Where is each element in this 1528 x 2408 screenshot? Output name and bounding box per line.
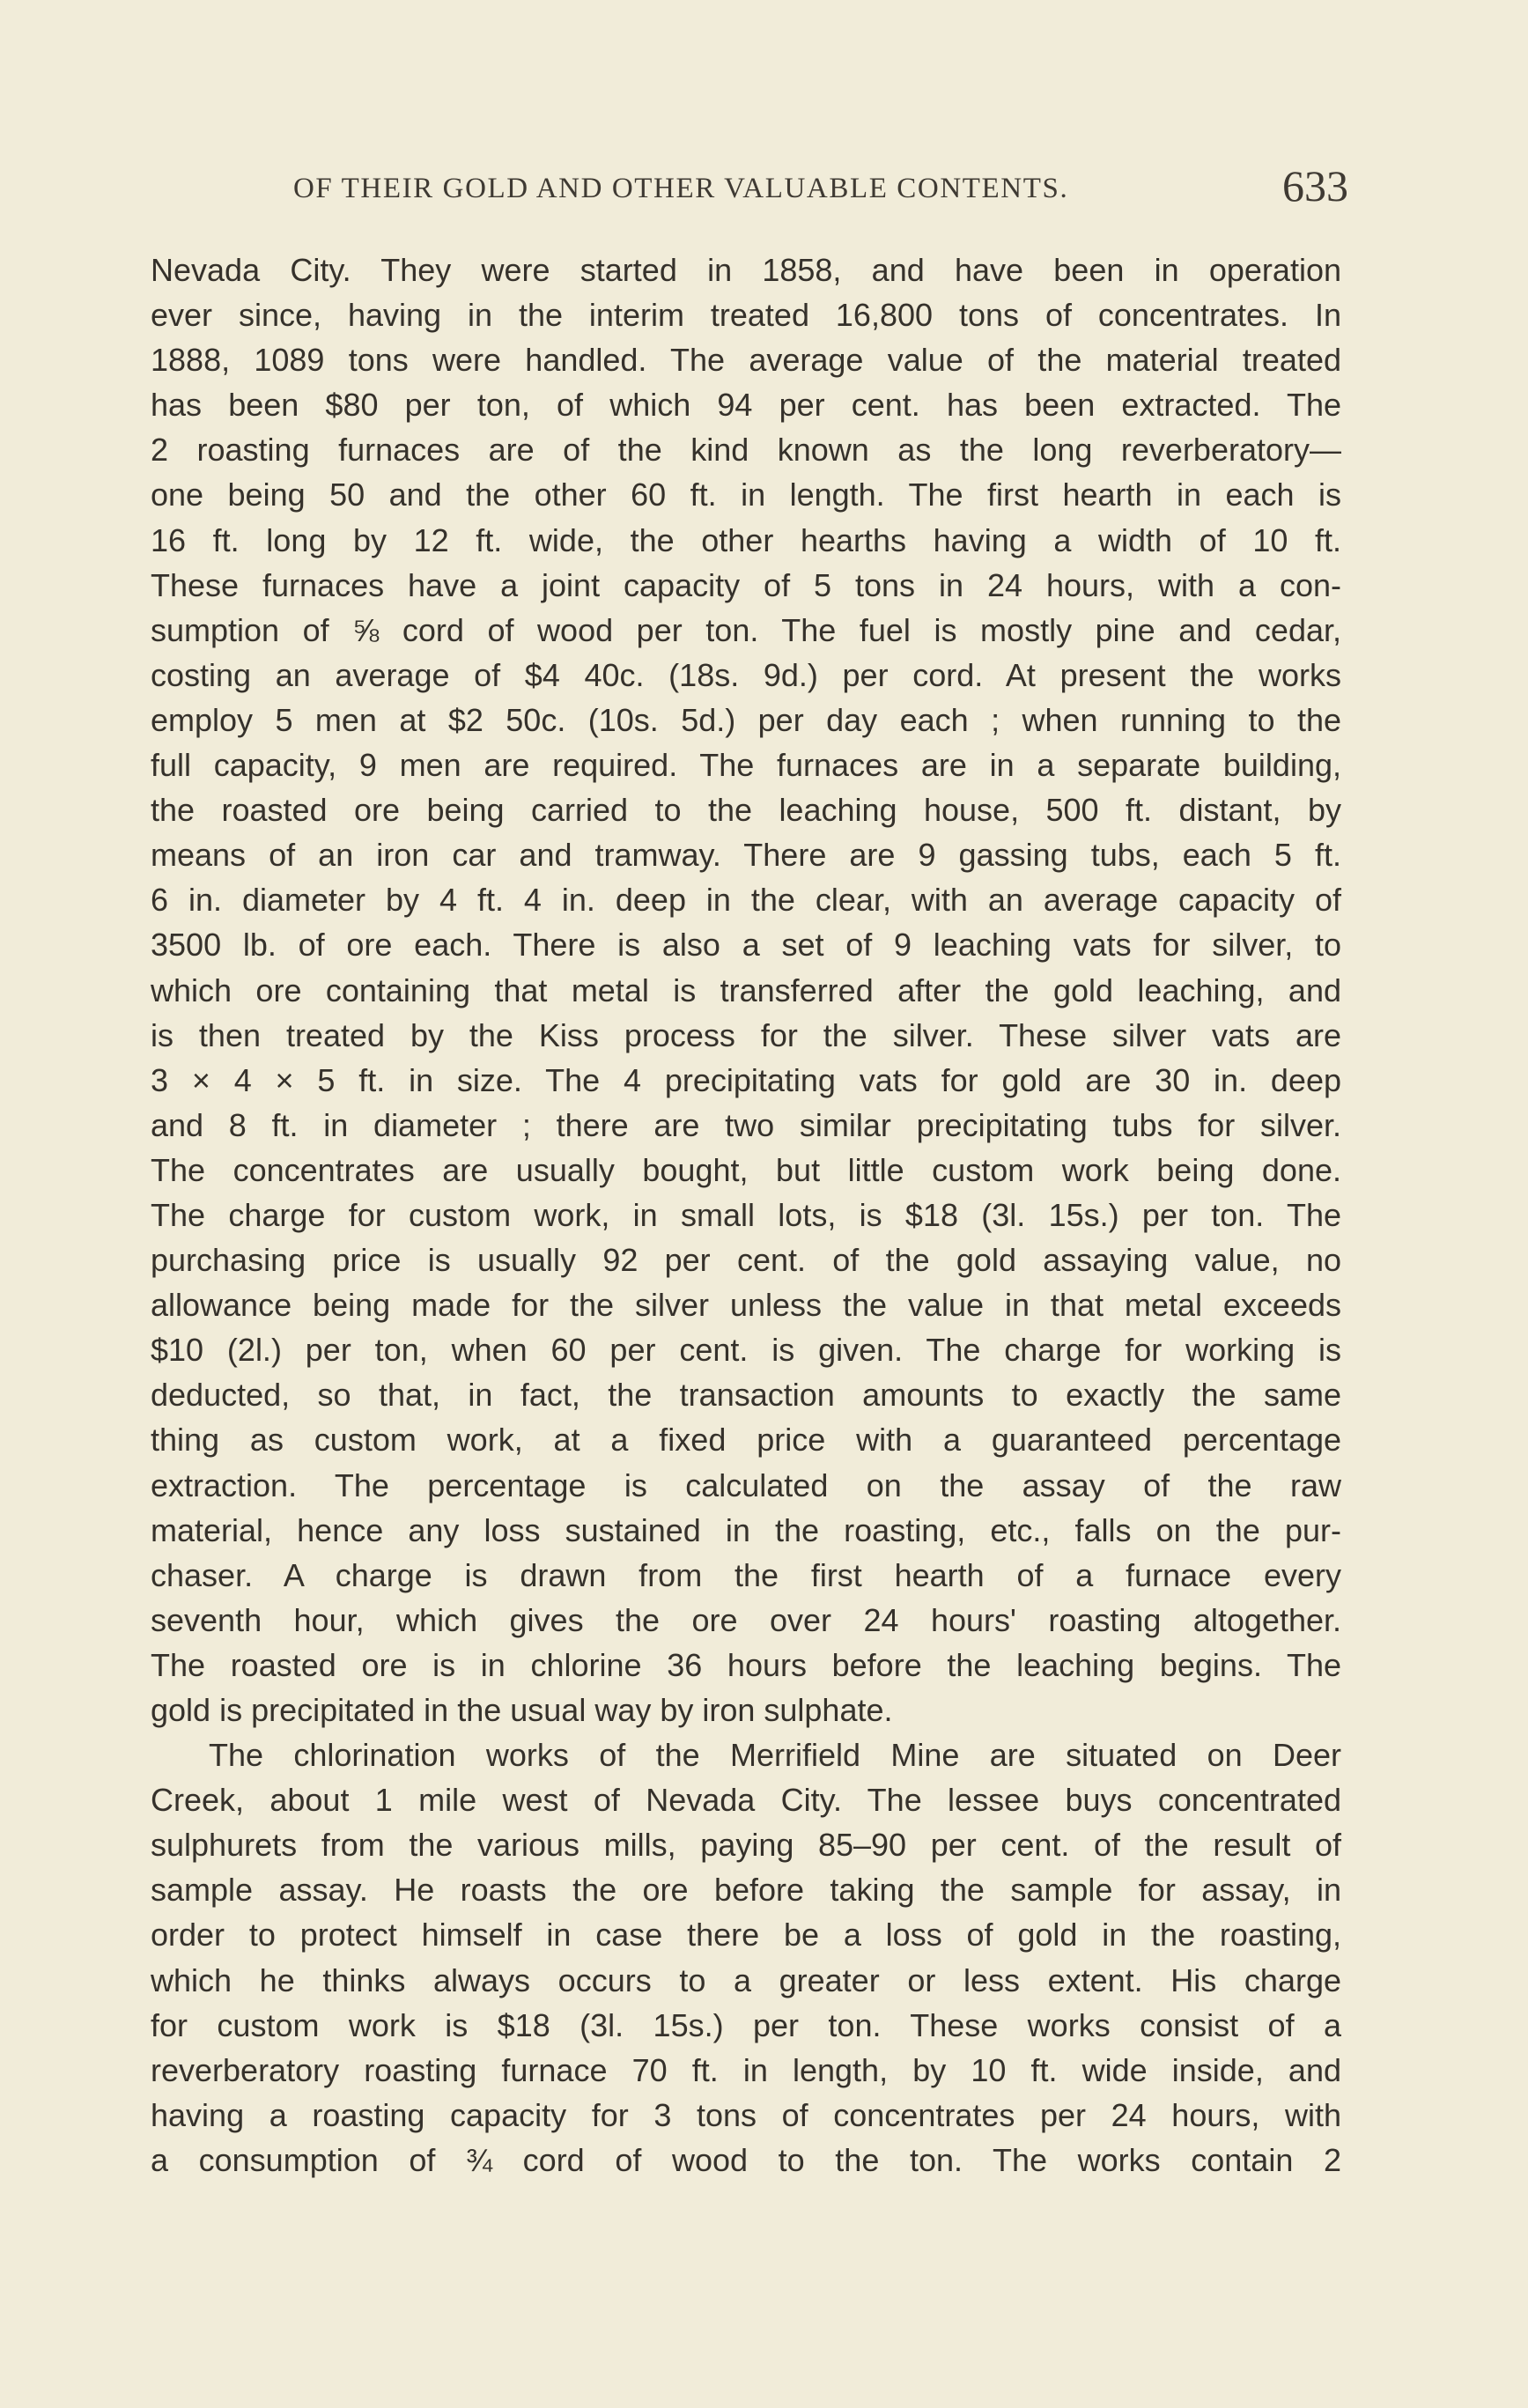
text-line: These furnaces have a joint capacity of 5 tons in 24 hours, with a con- [151, 566, 1341, 603]
text-line: Creek, about 1 mile west of Nevada City. The lessee buys concentrated [151, 1782, 1341, 1819]
text-line: allowance being made for the silver unless the value in that metal exceeds [151, 1287, 1341, 1324]
text-line: costing an average of $4 40c. (18s. 9d.) per cord. At present the works [151, 656, 1341, 693]
text-line: reverberatory roasting furnace 70 ft. in length, by 10 ft. wide inside, and [151, 2051, 1341, 2088]
text-line: Nevada City. They were started in 1858, and have been in operation [151, 252, 1341, 288]
body-text [151, 247, 1341, 2183]
text-line: The concentrates are usually bought, but little custom work being done. [151, 1151, 1341, 1188]
text-line: means of an iron car and tramway. There are 9 gassing tubs, each 5 ft. [151, 837, 1341, 874]
text-line: having a roasting capacity for 3 tons of concentrates per 24 hours, with [151, 2096, 1341, 2133]
text-line: 2 roasting furnaces are of the kind known as the long reverberatory— [151, 432, 1341, 469]
text-line: one being 50 and the other 60 ft. in length. The first hearth in each is [151, 476, 1341, 513]
text-line: has been $80 per ton, of which 94 per cent. has been extracted. The [151, 387, 1341, 424]
page-header [151, 155, 1348, 234]
text-line: for custom work is $18 (3l. 15s.) per ton. These works consist of a [151, 2006, 1341, 2043]
text-line: 3500 lb. of ore each. There is also a set of 9 leaching vats for silver, to [151, 927, 1341, 964]
text-line: 3 × 4 × 5 ft. in size. The 4 precipitating vats for gold are 30 in. deep [151, 1061, 1341, 1098]
text-line: chaser. A charge is drawn from the first hearth of a furnace every [151, 1556, 1341, 1593]
text-line: purchasing price is usually 92 per cent. of the gold assaying value, no [151, 1242, 1341, 1279]
text-line: extraction. The percentage is calculated on the assay of the raw [151, 1466, 1341, 1503]
text-line: which he thinks always occurs to a greater or less extent. His charge [151, 1961, 1341, 1998]
text-line: $10 (2l.) per ton, when 60 per cent. is given. The charge for working is [151, 1332, 1341, 1369]
text-line: 16 ft. long by 12 ft. wide, the other hearths having a width of 10 ft. [151, 521, 1341, 558]
running-head: OF THEIR GOLD AND OTHER VALUABLE CONTENTS. [293, 173, 1069, 204]
text-line: a consumption of ¾ cord of wood to the ton. The works contain 2 [151, 2141, 1341, 2178]
paragraph-end-line: gold is precipitated in the usual way by iron sulphate. [151, 1692, 893, 1728]
text-line: the roasted ore being carried to the leaching house, 500 ft. distant, by [151, 792, 1341, 829]
text-line: sulphurets from the various mills, paying 85–90 per cent. of the result of [151, 1827, 1341, 1864]
page-number: 633 [1282, 161, 1348, 211]
text-line: 1888, 1089 tons were handled. The average value of the material treated [151, 342, 1341, 379]
text-line: material, hence any loss sustained in the roasting, etc., falls on the pur- [151, 1511, 1341, 1548]
text-line: is then treated by the Kiss process for the silver. These silver vats are [151, 1016, 1341, 1053]
text-line: seventh hour, which gives the ore over 24 hours' roasting altogether. [151, 1601, 1341, 1638]
text-line: full capacity, 9 men are required. The furnaces are in a separate building, [151, 747, 1341, 784]
text-line: employ 5 men at $2 50c. (10s. 5d.) per day each ; when running to the [151, 701, 1341, 738]
text-line: 6 in. diameter by 4 ft. 4 in. deep in the clear, with an average capacity of [151, 882, 1341, 919]
text-line: ever since, having in the interim treated 16,800 tons of concentrates. In [151, 297, 1341, 334]
text-line: The roasted ore is in chlorine 36 hours before the leaching begins. The [151, 1646, 1341, 1683]
text-line: deducted, so that, in fact, the transaction amounts to exactly the same [151, 1377, 1341, 1414]
text-line: order to protect himself in case there be a loss of gold in the roasting, [151, 1917, 1341, 1954]
text-line: sumption of ⅝ cord of wood per ton. The fuel is mostly pine and cedar, [151, 611, 1341, 648]
text-line: which ore containing that metal is transferred after the gold leaching, and [151, 971, 1341, 1008]
paragraph-start-line: The chlorination works of the Merrifield Mine are situated on Deer [209, 1737, 1341, 1774]
text-line: and 8 ft. in diameter ; there are two similar precipitating tubs for silver. [151, 1106, 1341, 1143]
text-line: sample assay. He roasts the ore before taking the sample for assay, in [151, 1872, 1341, 1909]
text-line: thing as custom work, at a fixed price with a guaranteed percentage [151, 1422, 1341, 1459]
text-line: The charge for custom work, in small lots, is $18 (3l. 15s.) per ton. The [151, 1196, 1341, 1233]
